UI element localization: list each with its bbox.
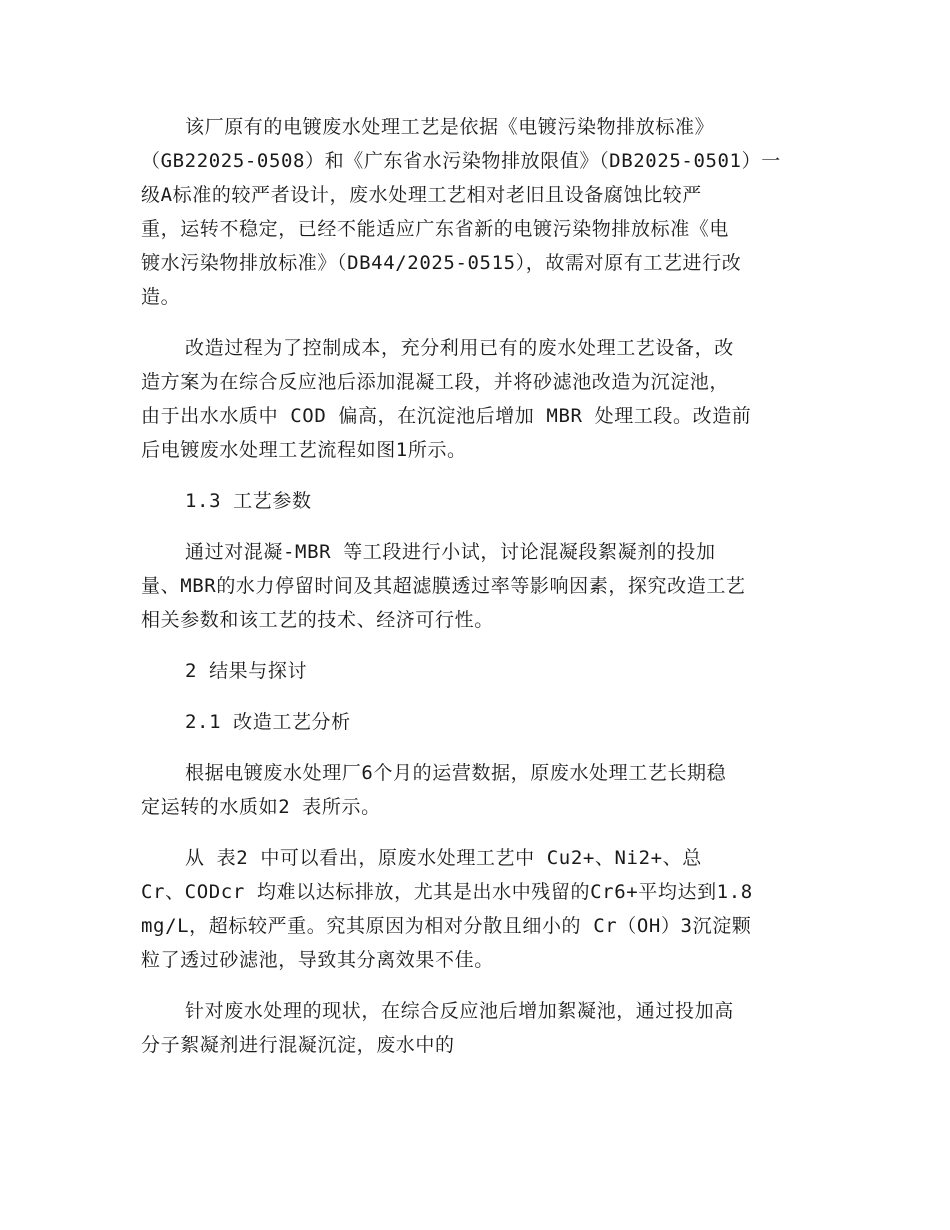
text-line: 造方案为在综合反应池后添加混凝工段，并将砂滤池改造为沉淀池， bbox=[141, 371, 730, 393]
heading-text: 2.1 改造工艺分析 bbox=[185, 711, 351, 733]
text-line: 分子絮凝剂进行混凝沉淀，废水中的 bbox=[141, 1034, 455, 1056]
heading-2-1 bbox=[141, 705, 811, 739]
text-line: 通过对混凝-MBR 等工段进行小试，讨论混凝段絮凝剂的投加 bbox=[185, 541, 716, 563]
text-line: 定运转的水质如2 表所示。 bbox=[141, 796, 381, 818]
text-line: 重，运转不稳定，已经不能适应广东省新的电镀污染物排放标准《电 bbox=[141, 218, 730, 240]
paragraph-operating-data bbox=[141, 756, 811, 824]
text-line: （GB22025-0508）和《广东省水污染物排放限值》（DB2025-0501）一 bbox=[141, 150, 781, 172]
text-line: 该厂原有的电镀废水处理工艺是依据《电镀污染物排放标准》 bbox=[185, 116, 715, 138]
text-line: 由于出水水质中 COD 偏高，在沉淀池后增加 MBR 处理工段。改造前 bbox=[141, 405, 752, 427]
heading-text: 2 结果与探讨 bbox=[185, 660, 308, 682]
heading-1-3 bbox=[141, 484, 811, 518]
text-line: 后电镀废水处理工艺流程如图1所示。 bbox=[141, 439, 467, 461]
paragraph-flocculation bbox=[141, 994, 811, 1062]
text-line: 粒了透过砂滤池，导致其分离效果不佳。 bbox=[141, 949, 494, 971]
paragraph-process-parameters bbox=[141, 535, 811, 637]
text-line: 级A标准的较严者设计，废水处理工艺相对老旧且设备腐蚀比较严 bbox=[141, 184, 702, 206]
text-line: 根据电镀废水处理厂6个月的运营数据，原废水处理工艺长期稳 bbox=[185, 762, 727, 784]
text-line: 从 表2 中可以看出，原废水处理工艺中 Cu2+、Ni2+、总 bbox=[185, 847, 702, 869]
text-line: 针对废水处理的现状，在综合反应池后增加絮凝池，通过投加高 bbox=[185, 1000, 734, 1022]
text-line: 镀水污染物排放标准》（DB44/2025-0515），故需对原有工艺进行改 bbox=[141, 252, 742, 274]
text-line: 改造过程为了控制成本，充分利用已有的废水处理工艺设备，改 bbox=[185, 337, 734, 359]
text-line: Cr、CODcr 均难以达标排放，尤其是出水中残留的Cr6+平均达到1.8 bbox=[141, 881, 753, 903]
text-line: 相关参数和该工艺的技术、经济可行性。 bbox=[141, 609, 494, 631]
heading-2 bbox=[141, 654, 811, 688]
document-body bbox=[141, 110, 811, 1079]
paragraph-original-process bbox=[141, 110, 811, 314]
text-line: mg/L，超标较严重。究其原因为相对分散且细小的 Cr（OH）3沉淀颗 bbox=[141, 915, 752, 937]
text-line: 量、MBR的水力停留时间及其超滤膜透过率等影响因素，探究改造工艺 bbox=[141, 575, 746, 597]
paragraph-retrofit-plan bbox=[141, 331, 811, 467]
text-line: 造。 bbox=[141, 286, 181, 308]
heading-text: 1.3 工艺参数 bbox=[185, 490, 312, 512]
paragraph-table-analysis bbox=[141, 841, 811, 977]
